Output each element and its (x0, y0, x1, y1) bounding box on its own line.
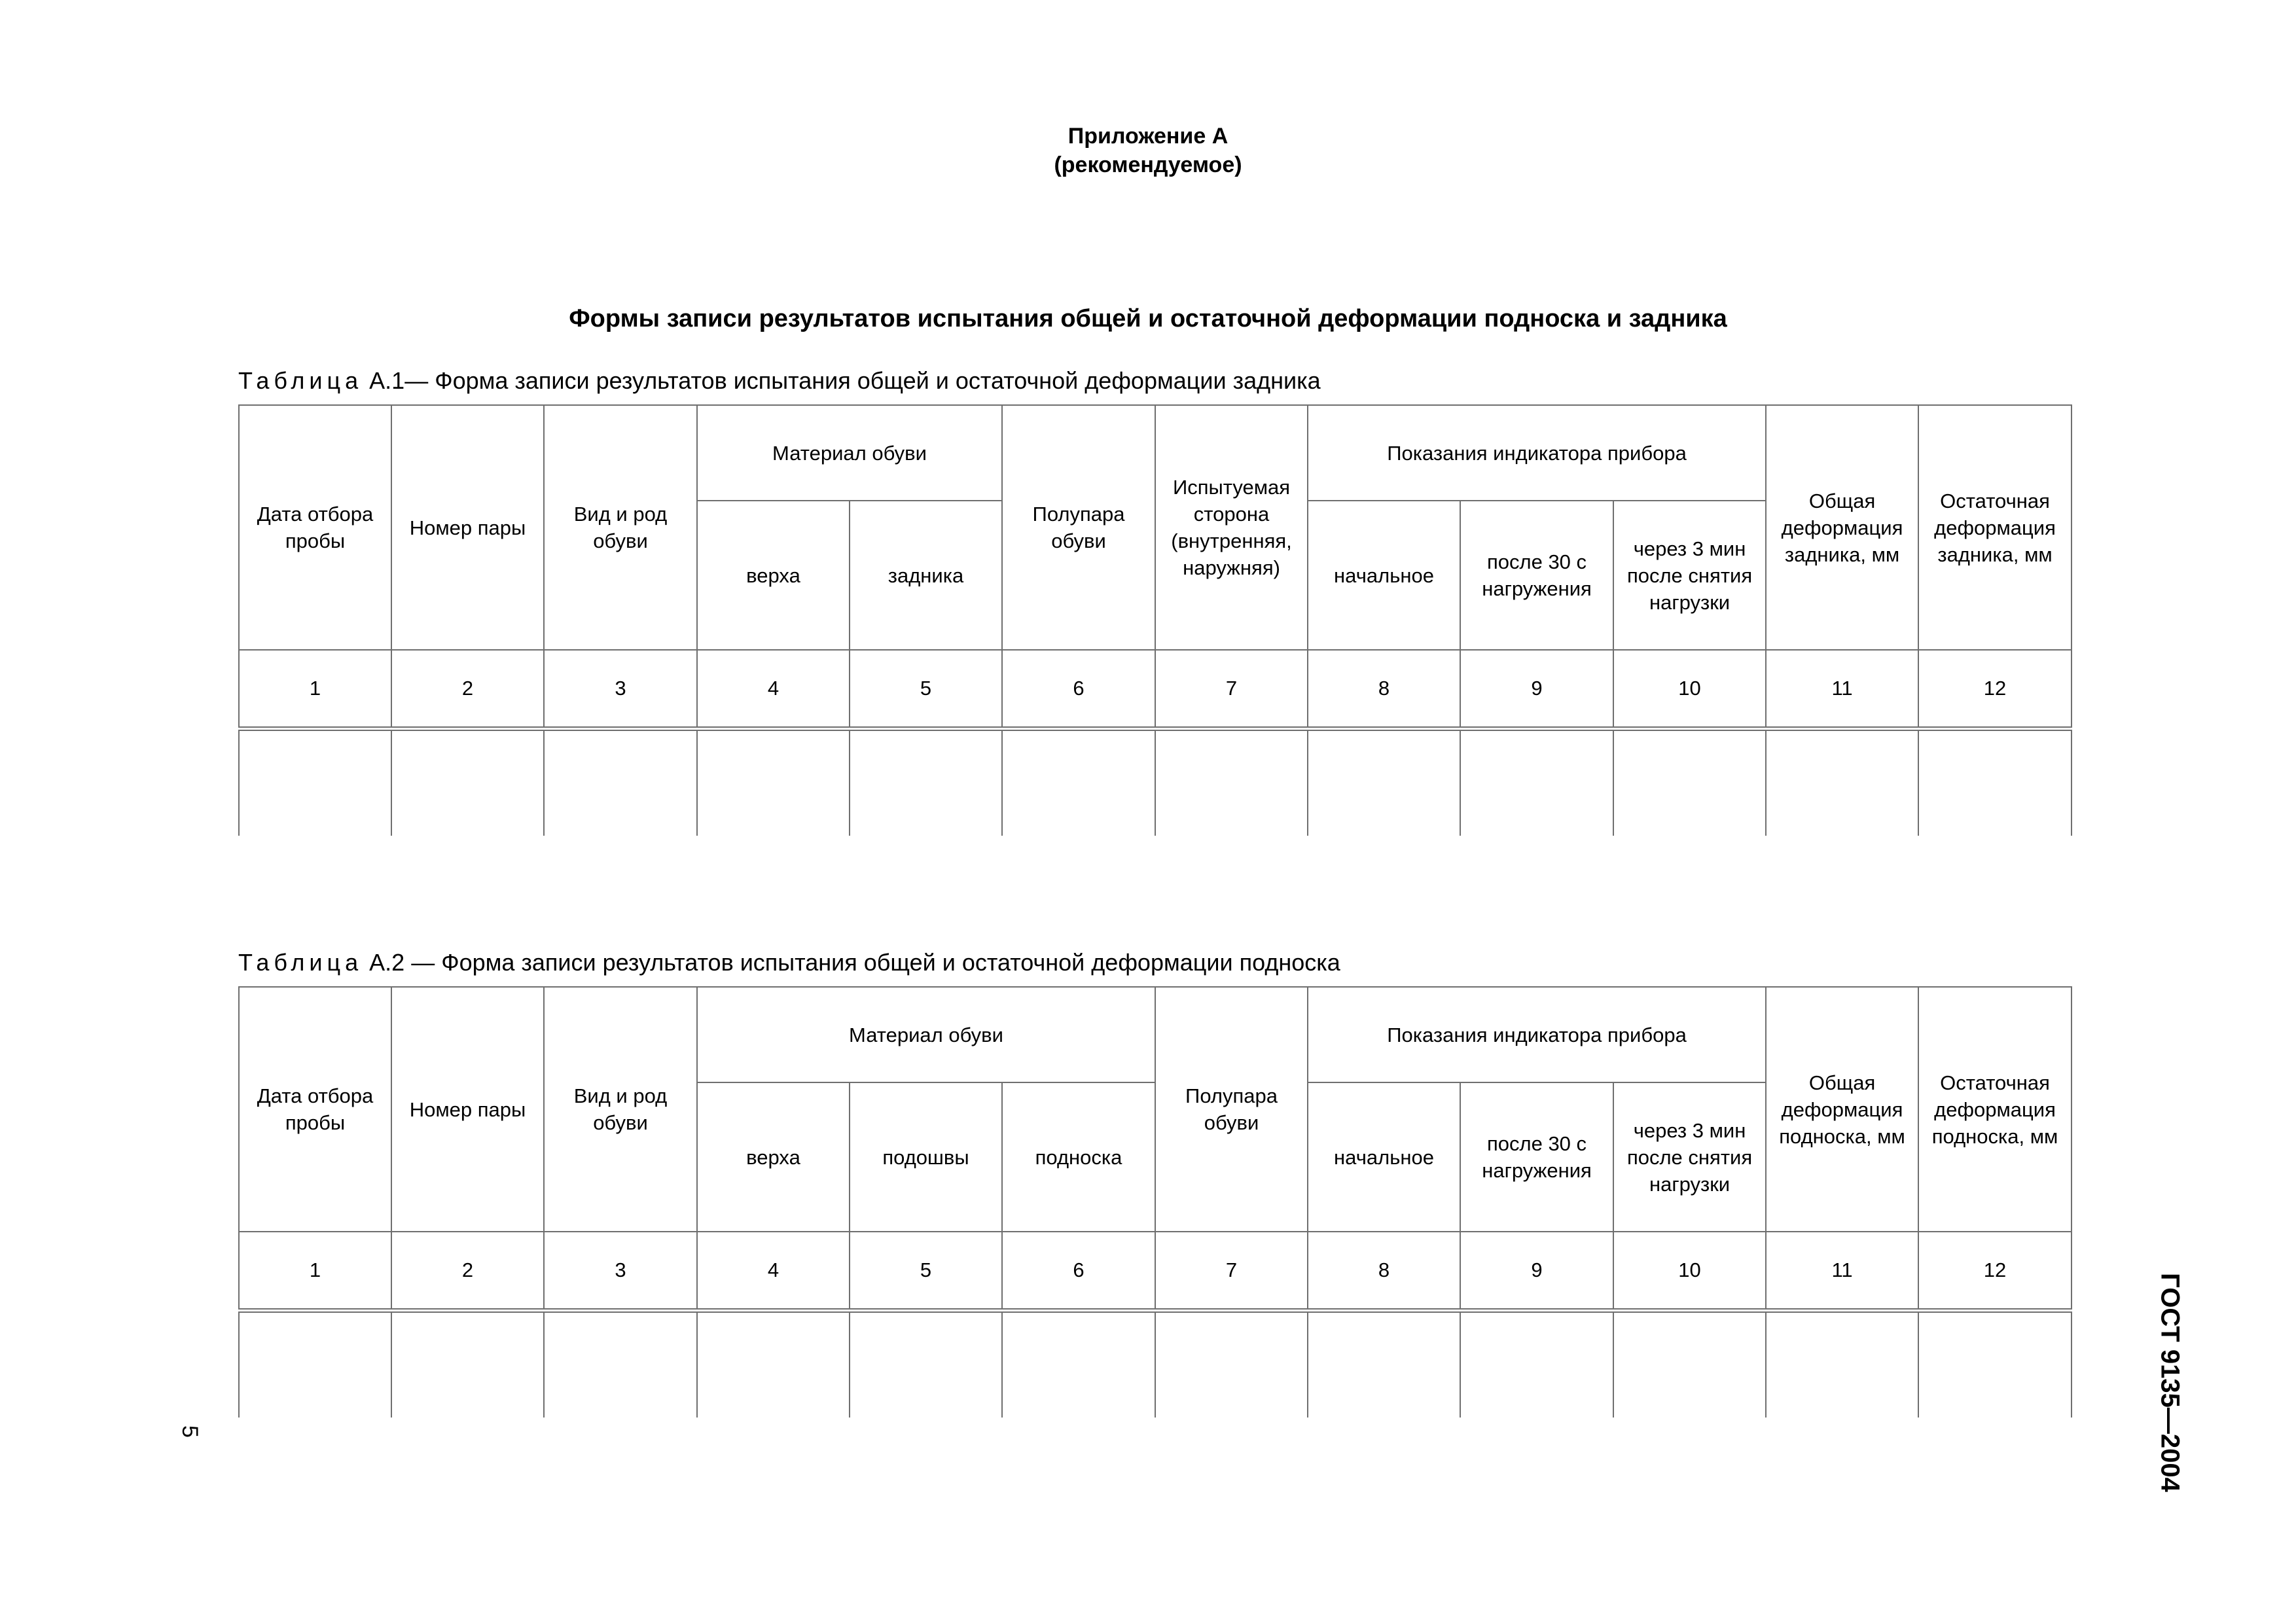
table-a1-blank-cell (544, 728, 697, 836)
table-a2-header-row-1 (239, 987, 2072, 1082)
table-a2-col-number: 5 (850, 1232, 1002, 1310)
table-a2-header-half-pair: Полупара обуви (1155, 987, 1308, 1232)
table-a1-header-initial: начальное (1308, 501, 1460, 650)
table-a2-col-number: 10 (1613, 1232, 1766, 1310)
table-a2-col-number: 4 (697, 1232, 850, 1310)
table-a1-col-number: 8 (1308, 650, 1460, 728)
table-a1-col-number: 7 (1155, 650, 1308, 728)
table-a2-caption-word: Таблица (238, 949, 363, 976)
table-a2-col-number: 6 (1002, 1232, 1155, 1310)
table-a2-blank-cell (1766, 1310, 1918, 1418)
table-a2-col-number: 12 (1918, 1232, 2072, 1310)
table-a1-header-date: Дата отбора пробы (239, 405, 391, 650)
appendix-title: Приложение А (1067, 124, 1229, 149)
table-a2-blank-cell (1460, 1310, 1613, 1418)
table-a2-blank-cell (391, 1310, 544, 1418)
table-a1-blank-cell (391, 728, 544, 836)
table-a2-header-after3: через 3 мин после снятия нагрузки (1613, 1082, 1766, 1232)
table-a2-header-after30: после 30 с нагружения (1460, 1082, 1613, 1232)
table-a2-blank-cell (544, 1310, 697, 1418)
table-a1-header-pair: Номер пары (391, 405, 544, 650)
table-a2 (238, 986, 2072, 1418)
table-a1-col-number: 3 (544, 650, 697, 728)
table-a1-header-kind: Вид и род обуви (544, 405, 697, 650)
table-a2-blank-cell (697, 1310, 850, 1418)
table-a1-header-half-pair: Полупара обуви (1002, 405, 1155, 650)
table-a2-col-number: 3 (544, 1232, 697, 1310)
table-a2-number-row (239, 1232, 2072, 1310)
table-a2-header-upper: верха (697, 1082, 850, 1232)
table-a2-header-initial: начальное (1308, 1082, 1460, 1232)
table-a2-col-number: 7 (1155, 1232, 1308, 1310)
table-a1-blank-cell (850, 728, 1002, 836)
table-a2-header-residual: Остаточная деформация подноска, мм (1918, 987, 2072, 1232)
table-a1-header-indicator: Показания индикатора прибора (1308, 405, 1766, 501)
table-a1-col-number: 12 (1918, 650, 2072, 728)
table-a2-header-sole: подошвы (850, 1082, 1002, 1232)
table-a1-blank-cell (697, 728, 850, 836)
table-a1-header-residual: Остаточная деформация задника, мм (1918, 405, 2072, 650)
appendix-heading (0, 122, 2296, 179)
table-a1-col-number: 4 (697, 650, 850, 728)
table-a1-header-upper: верха (697, 501, 850, 650)
table-a1-blank-cell (1766, 728, 1918, 836)
table-a2-blank-cell (1613, 1310, 1766, 1418)
table-a1-caption-word: Таблица (238, 367, 363, 394)
table-a1-blank-cell (1918, 728, 2072, 836)
table-a2-header-toe: подноска (1002, 1082, 1155, 1232)
table-a1-blank-cell (1460, 728, 1613, 836)
document-title: Формы записи результатов испытания общей и остаточной деформации подноска и задника (569, 305, 1727, 332)
table-a1-col-number: 1 (239, 650, 391, 728)
table-a1-col-number: 5 (850, 650, 1002, 728)
table-a2-caption (238, 948, 1340, 977)
table-a2-caption-text: А.2 — Форма записи результатов испытания общей и остаточной деформации подноска (369, 949, 1340, 976)
table-a1-blank-cell (1613, 728, 1766, 836)
table-a2-col-number: 1 (239, 1232, 391, 1310)
table-a1-col-number: 11 (1766, 650, 1918, 728)
table-a1-blank-row (239, 728, 2072, 836)
table-a1-header-after3: через 3 мин после снятия нагрузки (1613, 501, 1766, 650)
table-a1-blank-cell (1155, 728, 1308, 836)
table-a2-header-material: Материал обуви (697, 987, 1155, 1082)
table-a2-blank-cell (1308, 1310, 1460, 1418)
table-a1-header-after30: после 30 с нагружения (1460, 501, 1613, 650)
table-a1-caption-text: А.1— Форма записи результатов испытания общей и остаточной деформации задника (369, 367, 1321, 394)
table-a1-header-row-1 (239, 405, 2072, 501)
table-a2-blank-row (239, 1310, 2072, 1418)
table-a2-blank-cell (1002, 1310, 1155, 1418)
table-a1 (238, 404, 2072, 836)
table-a1-col-number: 2 (391, 650, 544, 728)
table-a2-col-number: 2 (391, 1232, 544, 1310)
gost-code: ГОСТ 9135—2004 (2155, 1273, 2185, 1492)
table-a1-header-total: Общая деформация задника, мм (1766, 405, 1918, 650)
table-a1-header-side: Испытуемая сторона (внутренняя, наружняя) (1155, 405, 1308, 650)
table-a1-blank-cell (239, 728, 391, 836)
table-a2-col-number: 9 (1460, 1232, 1613, 1310)
table-a2-col-number: 8 (1308, 1232, 1460, 1310)
page-number: 5 (177, 1425, 202, 1438)
table-a1-blank-cell (1002, 728, 1155, 836)
table-a2-col-number: 11 (1766, 1232, 1918, 1310)
table-a1-header-material: Материал обуви (697, 405, 1002, 501)
table-a1-blank-cell (1308, 728, 1460, 836)
table-a2-header-pair: Номер пары (391, 987, 544, 1232)
table-a2-blank-cell (1918, 1310, 2072, 1418)
table-a1-col-number: 10 (1613, 650, 1766, 728)
table-a2-blank-cell (1155, 1310, 1308, 1418)
table-a1-number-row (239, 650, 2072, 728)
table-a2-blank-cell (850, 1310, 1002, 1418)
table-a1-header-heel: задника (850, 501, 1002, 650)
table-a2-header-total: Общая деформация подноска, мм (1766, 987, 1918, 1232)
table-a2-header-kind: Вид и род обуви (544, 987, 697, 1232)
table-a1-caption (238, 366, 1321, 395)
appendix-subtitle: (рекомендуемое) (1054, 152, 1242, 177)
table-a2-header-date: Дата отбора пробы (239, 987, 391, 1232)
table-a1-col-number: 9 (1460, 650, 1613, 728)
table-a2-header-indicator: Показания индикатора прибора (1308, 987, 1766, 1082)
table-a1-col-number: 6 (1002, 650, 1155, 728)
table-a2-blank-cell (239, 1310, 391, 1418)
